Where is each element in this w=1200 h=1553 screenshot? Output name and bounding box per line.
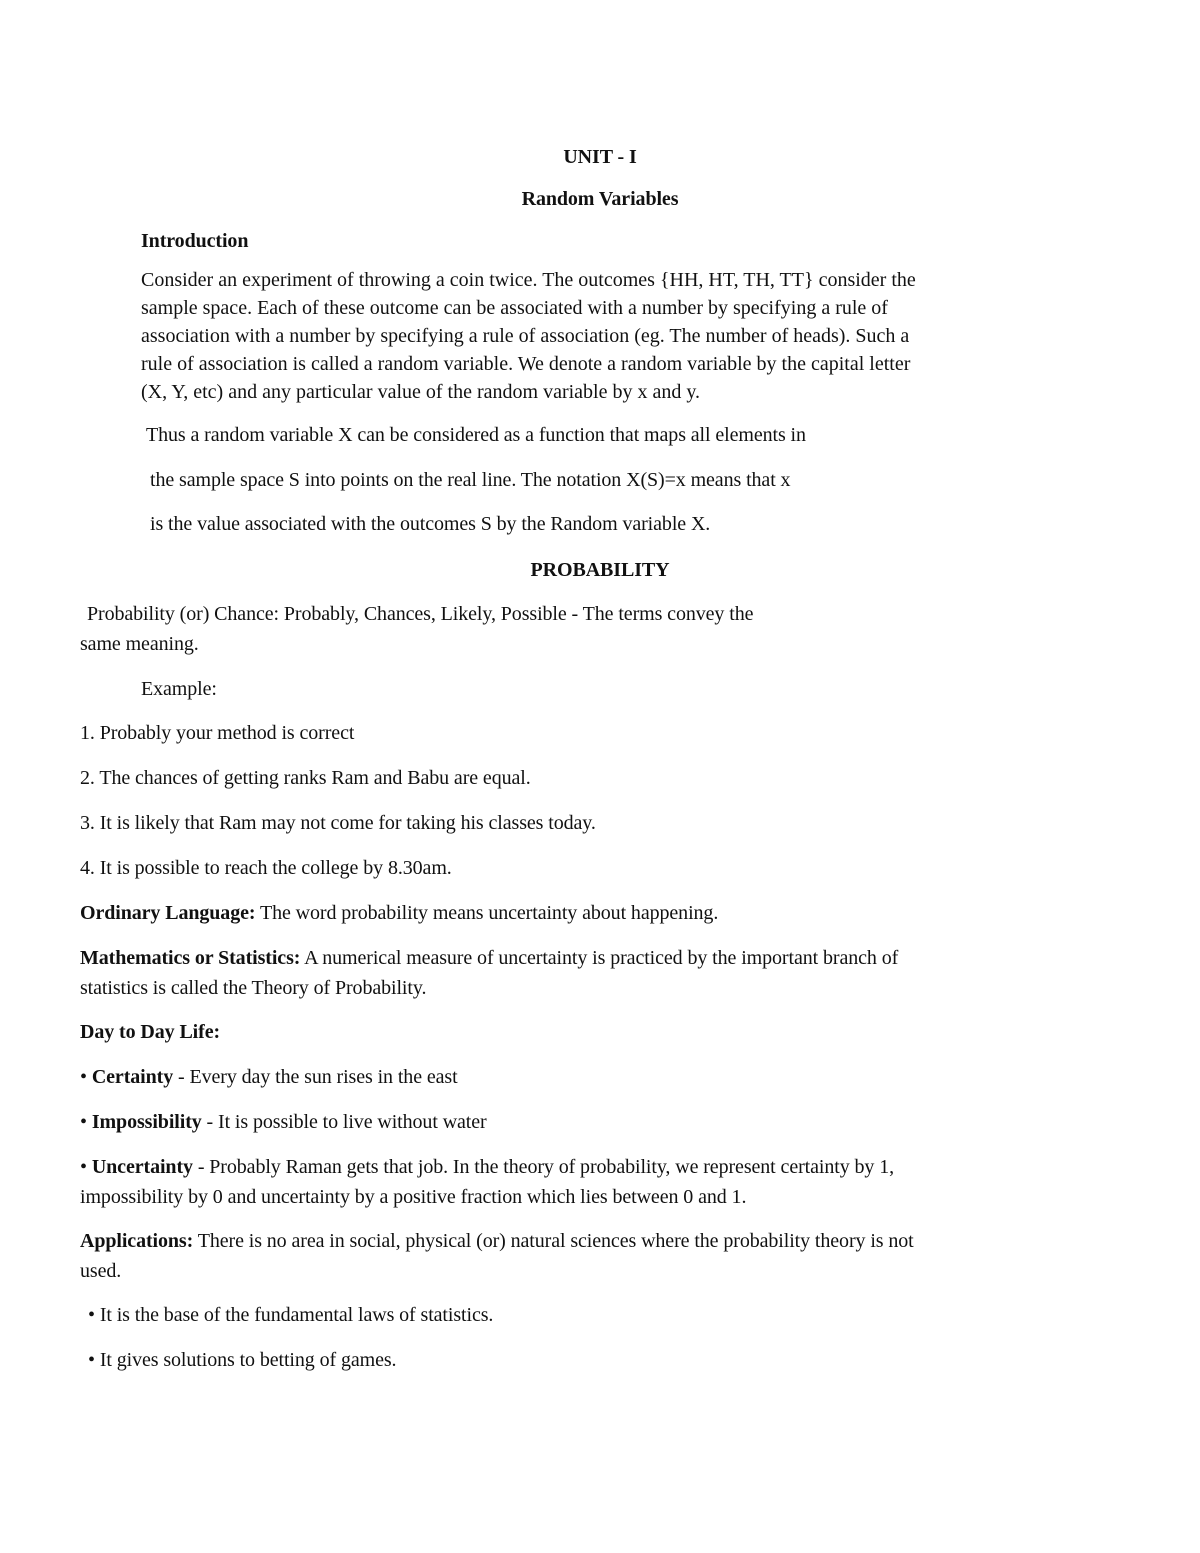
intro-line: association with a number by specifying a rule of association (eg. The number of heads). Such a	[141, 325, 910, 347]
example-item: 4. It is possible to reach the college by 8.30am.	[80, 857, 452, 879]
certainty-item	[80, 1067, 458, 1087]
probability-definition: Probability (or) Chance: Probably, Chances, Likely, Possible - The terms convey the	[87, 603, 754, 625]
intro-line: sample space. Each of these outcome can be associated with a number by specifying a rule of	[141, 297, 888, 319]
certainty-label: Certainty	[91, 1066, 174, 1088]
uncertainty-text: - Probably Raman gets that job. In the theory of probability, we represent certainty by 1,	[192, 1156, 894, 1178]
intro-line: Consider an experiment of throwing a coin twice. The outcomes {HH, HT, TH, TT} consider the	[141, 269, 916, 291]
application-point-text: It gives solutions to betting of games.	[99, 1349, 397, 1371]
unit-title: UNIT - I	[563, 146, 637, 168]
math-text: A numerical measure of uncertainty is practiced by the important branch of	[300, 947, 899, 969]
impossibility-label: Impossibility	[91, 1111, 202, 1133]
introduction-heading: Introduction	[141, 230, 249, 252]
thus-line: Thus a random variable X can be considered as a function that maps all elements in	[146, 424, 806, 446]
thus-line: the sample space S into points on the real line. The notation X(S)=x means that x	[150, 469, 791, 491]
chapter-title: Random Variables	[521, 188, 679, 210]
example-item: 1. Probably your method is correct	[80, 722, 355, 744]
probability-heading: PROBABILITY	[530, 559, 670, 581]
day-to-day-heading: Day to Day Life:	[80, 1021, 221, 1043]
application-point	[88, 1305, 493, 1325]
math-label: Mathematics or Statistics:	[80, 947, 301, 969]
bullet: •	[88, 1304, 95, 1326]
bullet: •	[88, 1349, 95, 1371]
intro-line: rule of association is called a random variable. We denote a random variable by the capital letter	[141, 353, 911, 375]
ordinary-label: Ordinary Language:	[80, 902, 256, 924]
applications-text: There is no area in social, physical (or) natural sciences where the probability theory is not	[193, 1230, 914, 1252]
math-statistics	[80, 948, 898, 968]
probability-definition-cont: same meaning.	[80, 633, 199, 655]
applications	[80, 1231, 914, 1251]
ordinary-text: The word probability means uncertainty about happening.	[255, 902, 719, 924]
certainty-text: - Every day the sun rises in the east	[173, 1066, 458, 1088]
example-item: 2. The chances of getting ranks Ram and Babu are equal.	[80, 767, 531, 789]
uncertainty-item	[80, 1157, 894, 1177]
introduction-paragraph	[141, 266, 1081, 406]
math-text-cont: statistics is called the Theory of Probability.	[80, 977, 427, 999]
impossibility-item	[80, 1112, 487, 1132]
example-item: 3. It is likely that Ram may not come for taking his classes today.	[80, 812, 596, 834]
ordinary-language	[80, 903, 718, 923]
uncertainty-label: Uncertainty	[91, 1156, 193, 1178]
applications-label: Applications:	[80, 1230, 194, 1252]
example-label: Example:	[141, 678, 217, 700]
bullet: •	[80, 1111, 87, 1133]
application-point-text: It is the base of the fundamental laws of statistics.	[99, 1304, 494, 1326]
applications-text-cont: used.	[80, 1260, 122, 1282]
bullet: •	[80, 1156, 87, 1178]
thus-line: is the value associated with the outcomes S by the Random variable X.	[150, 513, 711, 535]
uncertainty-text-cont: impossibility by 0 and uncertainty by a positive fraction which lies between 0 and 1.	[80, 1186, 747, 1208]
bullet: •	[80, 1066, 87, 1088]
intro-line: (X, Y, etc) and any particular value of the random variable by x and y.	[141, 381, 701, 403]
application-point	[88, 1350, 396, 1370]
impossibility-text: - It is possible to live without water	[201, 1111, 487, 1133]
